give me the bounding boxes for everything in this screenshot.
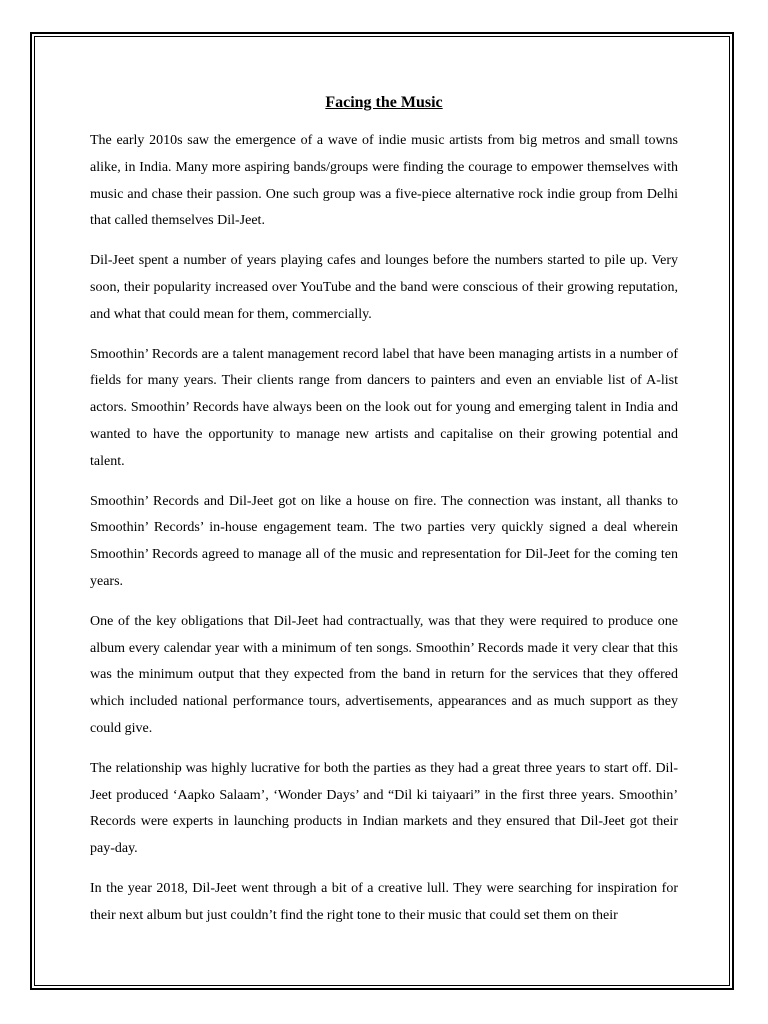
paragraph-intro: The early 2010s saw the emergence of a wave of indie music artists from big metros and small towns alike, in India. Many more aspiring bands/groups were finding the courage to empower themselves with music and chase their passion. One such group was a five-piece alternative rock indie group from Delhi that called themselves Dil-Jeet. xyxy=(90,133,678,229)
paragraph-relationship: The relationship was highly lucrative for both the parties as they had a great three years to start off. Dil-Jeet produced ‘Aapko Salaam’, ‘Wonder Days’ and “Dil ki taiyaari” in the first three years. Smoothin’ Records were experts in launching products in Indian markets and they ensured that Dil-Jeet got their pay-day. xyxy=(90,760,678,857)
paragraph-creative-lull: In the year 2018, Dil-Jeet went through a bit of a creative lull. They were searching for inspiration for their next album but just couldn’t find the right tone to their music that could set them on their xyxy=(90,880,678,923)
paragraph-deal: Smoothin’ Records and Dil-Jeet got on like a house on fire. The connection was instant, all thanks to Smoothin’ Records’ in-house engagement team. The two parties very quickly signed a deal wherein Smoothin’ Records agreed to manage all of the music and representation for Dil-Jeet for the coming ten years. xyxy=(90,493,678,589)
paragraph-smoothin-records: Smoothin’ Records are a talent management record label that have been managing artists in a number of fields for many years. Their clients range from dancers to painters and even an enviable list of A-list actors. Smoothin’ Records have always been on the look out for young and emerging talent in India and wanted to have the opportunity to manage new artists and capitalise on their growing potential and talent. xyxy=(90,346,678,469)
paragraph-obligations: One of the key obligations that Dil-Jeet had contractually, was that they were required to produce one album every calendar year with a minimum of ten songs. Smoothin’ Records made it very clear that this was the minimum output that they expected from the band in return for the services that they offered which included national performance tours, advertisements, appearances and as much support as they could give. xyxy=(90,613,678,736)
document-title: Facing the Music xyxy=(325,94,443,111)
document-body xyxy=(90,92,678,943)
paragraph-popularity: Dil-Jeet spent a number of years playing cafes and lounges before the numbers started to pile up. Very soon, their popularity increased over YouTube and the band were conscious of their growing reputation, and what that could mean for them, commercially. xyxy=(90,253,678,322)
